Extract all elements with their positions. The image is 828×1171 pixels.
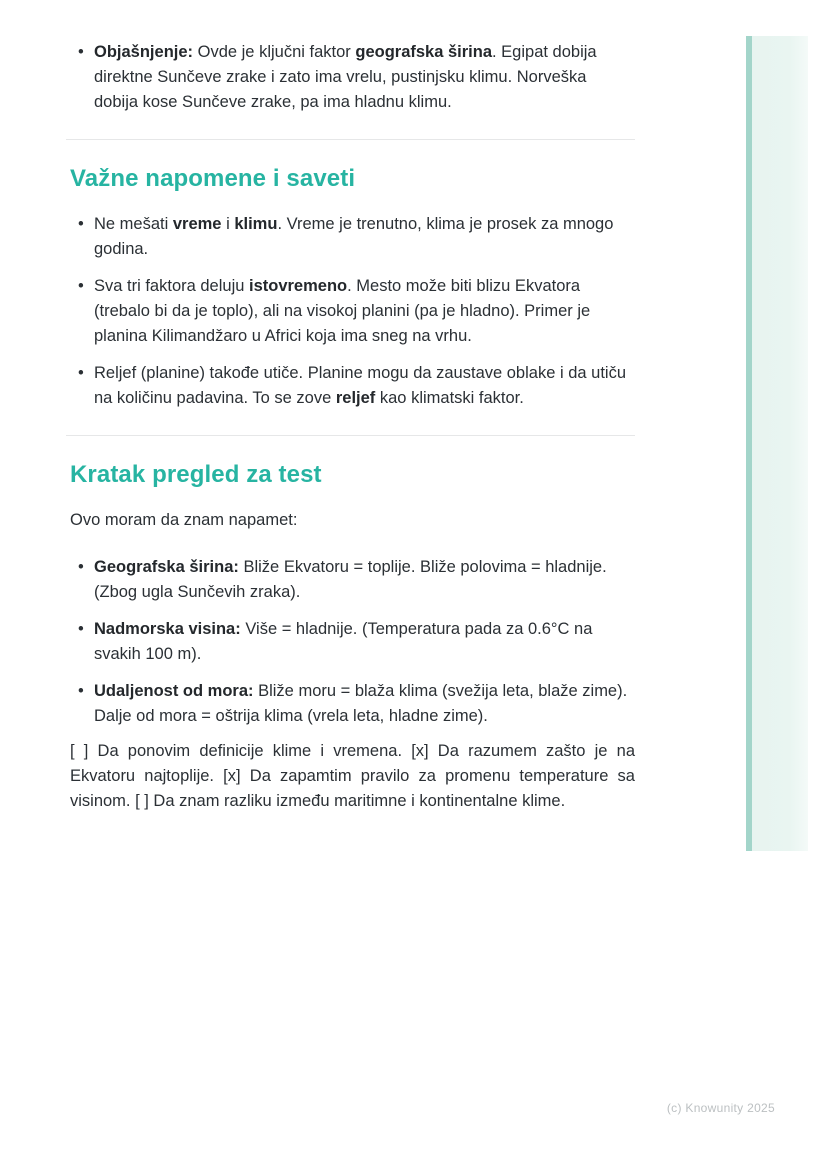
bullet-item-explanation: • Objašnjenje: Ovde je ključni faktor geografska širina. Egipat dobija direktne Sunčeve zrake i zato ima vrelu, pustinjsku klimu. Norveška dobija kose Sunčeve zrake, pa ima hladnu klimu.: [94, 40, 635, 115]
review-bullet-list: [70, 555, 635, 729]
decorative-side-bar: [746, 36, 808, 851]
section-heading-review: Kratak pregled za test: [70, 461, 322, 488]
bullet-item: • Udaljenost od mora: Bliže moru = blaža klima (svežija leta, blaže zime). Dalje od mora = oštrija klima (vrela leta, hladne zime).: [94, 679, 635, 729]
side-bar-accent-strip: [746, 36, 752, 851]
bullet-item: • Reljef (planine) takođe utiče. Planine mogu da zaustave oblake i da utiču na količinu padavina. To se zove reljef kao klimatski faktor.: [94, 361, 635, 411]
bullet-item: • Ne mešati vreme i klimu. Vreme je trenutno, klima je prosek za mnogo godina.: [94, 212, 635, 262]
checklist-paragraph: [ ] Da ponovim definicije klime i vremena. [x] Da razumem zašto je na Ekvatoru najtoplije. [x] Da zapamtim pravilo za promenu temperature sa visinom. [ ] Da znam razliku između maritimne i kontinentalne klime.: [70, 742, 635, 810]
explanation-bullet-list: [70, 40, 635, 115]
document-content: [70, 40, 635, 814]
divider: [66, 139, 635, 140]
bullet-item: • Geografska širina: Bliže Ekvatoru = toplije. Bliže polovima = hladnije. (Zbog ugla Sunčevih zraka).: [94, 555, 635, 605]
section-heading-notes: Važne napomene i saveti: [70, 165, 356, 192]
review-intro-paragraph: Ovo moram da znam napamet:: [70, 511, 298, 529]
divider: [66, 435, 635, 436]
notes-bullet-list: [70, 212, 635, 411]
bullet-item: • Nadmorska visina: Više = hladnije. (Temperatura pada za 0.6°C na svakih 100 m).: [94, 617, 635, 667]
copyright-footer: (c) Knowunity 2025: [666, 1101, 775, 1115]
bullet-item: • Sva tri faktora deluju istovremeno. Mesto može biti blizu Ekvatora (trebalo bi da je toplo), ali na visokoj planini (pa je hladno). Primer je planina Kilimandžaro u Africi koja ima sneg na vrhu.: [94, 274, 635, 349]
